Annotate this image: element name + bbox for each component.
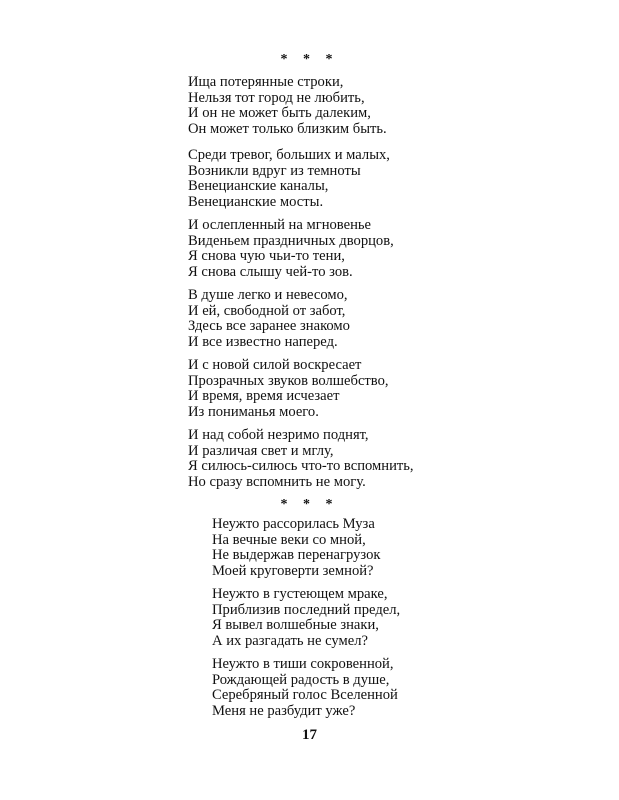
verse-line: Венецианские каналы, [188, 178, 329, 195]
verse-line: Я снова слышу чей-то зов. [188, 263, 353, 280]
verse-line: И все известно наперед. [188, 333, 338, 350]
verse-line: Виденьем праздничных дворцов, [188, 232, 394, 249]
verse-line: Приблизив последний предел, [212, 601, 401, 618]
verse-line: И время, время исчезает [188, 388, 340, 405]
verse-line: В душе легко и невесомо, [188, 287, 348, 303]
verse-line: Здесь все заранее знакомо [188, 318, 350, 335]
verse-line: Рождающей радость в душе, [212, 671, 390, 688]
poem-2-stanza-2 [212, 587, 400, 649]
verse-line: А их разгадать не сумел? [212, 632, 368, 649]
verse-line: Из пониманья моего. [188, 403, 319, 420]
verse-line: Неужто в тиши сокровенной, [212, 656, 394, 672]
verse-line: Я вывел волшебные знаки, [212, 617, 379, 634]
poem-2-stanza-1 [212, 517, 380, 579]
verse-line: И над собой незримо поднят, [188, 427, 369, 443]
poem-1-stanza-5 [188, 358, 389, 420]
poem-1-separator: * * * [280, 52, 339, 67]
verse-line: Среди тревог, больших и малых, [188, 147, 390, 163]
verse-line: На вечные веки со мной, [212, 531, 366, 548]
poem-1-stanza-6 [188, 428, 414, 490]
verse-line: И ей, свободной от забот, [188, 302, 346, 319]
verse-line: Я силюсь-силюсь что-то вспомнить, [188, 458, 414, 475]
verse-line: Не выдержав перенагрузок [212, 547, 381, 564]
verse-line: И различая свет и мглу, [188, 442, 334, 459]
poem-2-separator: * * * [280, 497, 339, 512]
verse-line: И ослепленный на мгновенье [188, 217, 372, 233]
verse-line: И с новой силой воскресает [188, 357, 362, 373]
verse-line: Ища потерянные строки, [188, 74, 344, 90]
poem-2-stanza-3 [212, 657, 398, 719]
verse-line: Он может только близким быть. [188, 120, 387, 137]
verse-line: Но сразу вспомнить не могу. [188, 473, 366, 490]
verse-line: Я снова чую чьи-то тени, [188, 248, 345, 265]
verse-line: И он не может быть далеким, [188, 105, 371, 122]
verse-line: Неужто рассорилась Муза [212, 516, 375, 532]
verse-line: Нельзя тот город не любить, [188, 89, 365, 106]
verse-line: Венецианские мосты. [188, 193, 324, 210]
poem-1-stanza-3 [188, 218, 394, 280]
poem-1-stanza-4 [188, 288, 350, 350]
verse-line: Моей круговерти земной? [212, 562, 374, 579]
verse-line: Серебряный голос Вселенной [212, 687, 398, 704]
poem-1-stanza-1 [188, 75, 387, 137]
verse-line: Возникли вдруг из темноты [188, 162, 361, 179]
verse-line: Неужто в густеющем мраке, [212, 586, 388, 602]
verse-line: Прозрачных звуков волшебство, [188, 372, 389, 389]
page-number: 17 [302, 727, 317, 743]
verse-line: Меня не разбудит уже? [212, 702, 356, 719]
poem-1-stanza-2 [188, 148, 390, 210]
